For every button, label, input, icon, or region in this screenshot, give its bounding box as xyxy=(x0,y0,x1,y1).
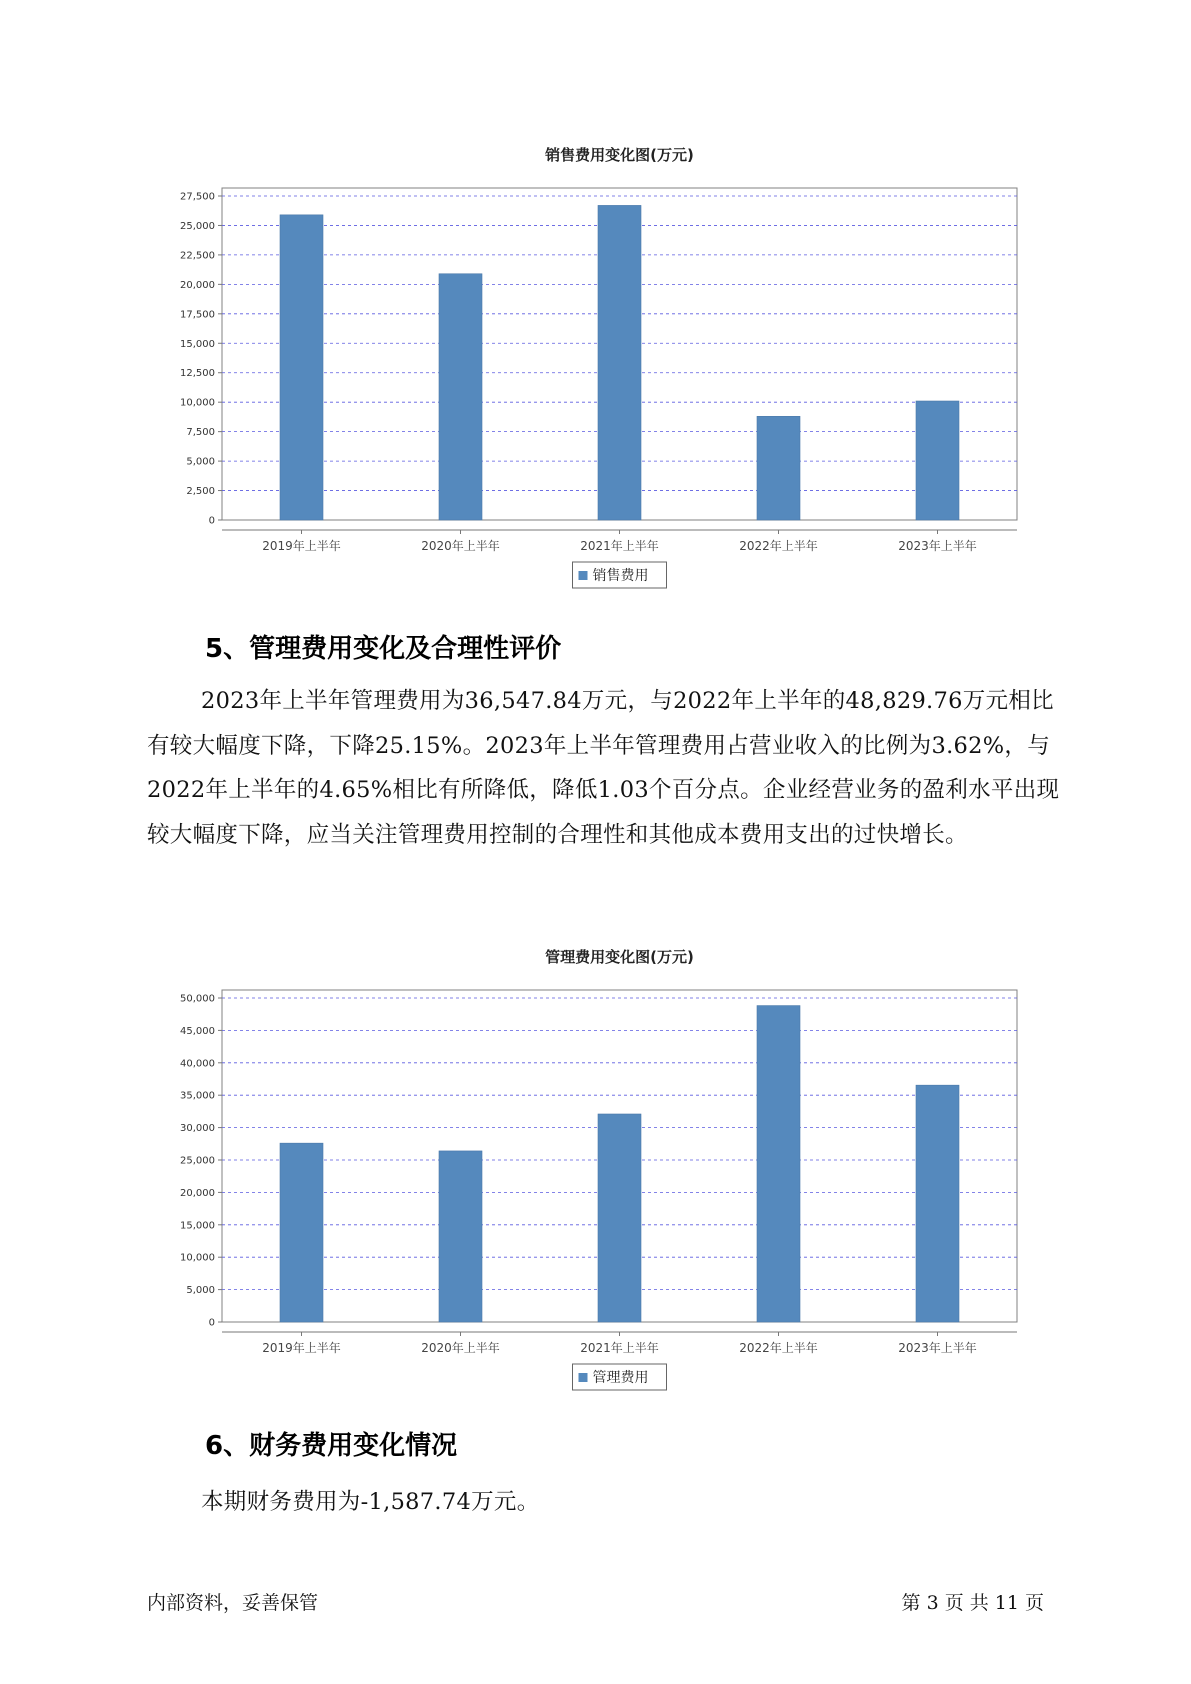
legend-label: 销售费用 xyxy=(592,568,649,584)
footer-page-number: 第 3 页 共 11 页 xyxy=(901,1592,1044,1614)
y-tick-label: 50,000 xyxy=(180,993,215,1005)
y-tick-label: 27,500 xyxy=(180,191,215,203)
bar-2023年上半年 xyxy=(916,1085,959,1322)
x-tick-label: 2019年上半年 xyxy=(262,1341,341,1355)
y-tick-label: 5,000 xyxy=(186,1285,215,1297)
x-tick-label: 2021年上半年 xyxy=(580,1341,659,1355)
y-tick-label: 17,500 xyxy=(180,309,215,321)
y-tick-label: 40,000 xyxy=(180,1058,215,1070)
y-tick-label: 45,000 xyxy=(180,1025,215,1037)
bar-2019年上半年 xyxy=(280,215,323,520)
y-tick-label: 10,000 xyxy=(180,1252,215,1264)
section-6-paragraph: 本期财务费用为-1,587.74万元。 xyxy=(201,1489,540,1515)
y-tick-label: 20,000 xyxy=(180,1187,215,1199)
x-tick-label: 2023年上半年 xyxy=(898,539,977,553)
bar-2020年上半年 xyxy=(439,1151,482,1322)
sales-expense-chart xyxy=(0,120,1191,584)
y-tick-label: 0 xyxy=(208,515,215,527)
bar-2023年上半年 xyxy=(916,401,959,520)
bar-2022年上半年 xyxy=(757,1006,800,1322)
chart-title: 管理费用变化图(万元) xyxy=(545,948,694,966)
bar-2022年上半年 xyxy=(757,416,800,520)
y-tick-label: 22,500 xyxy=(180,250,215,262)
y-tick-label: 0 xyxy=(208,1317,215,1329)
x-tick-label: 2022年上半年 xyxy=(739,539,818,553)
x-tick-label: 2022年上半年 xyxy=(739,1341,818,1355)
legend-swatch xyxy=(579,1373,588,1382)
section-5-heading: 5、管理费用变化及合理性评价 xyxy=(205,634,562,664)
bar-2020年上半年 xyxy=(439,274,482,520)
x-tick-label: 2023年上半年 xyxy=(898,1341,977,1355)
y-tick-label: 7,500 xyxy=(186,427,215,439)
legend-label: 管理费用 xyxy=(592,1370,649,1386)
y-tick-label: 5,000 xyxy=(186,456,215,468)
x-tick-label: 2021年上半年 xyxy=(580,539,659,553)
x-tick-label: 2020年上半年 xyxy=(421,1341,500,1355)
y-tick-label: 35,000 xyxy=(180,1090,215,1102)
y-tick-label: 15,000 xyxy=(180,1220,215,1232)
y-tick-label: 30,000 xyxy=(180,1123,215,1135)
section-6-heading: 6、财务费用变化情况 xyxy=(205,1431,458,1461)
chart-title: 销售费用变化图(万元) xyxy=(545,146,694,164)
y-tick-label: 25,000 xyxy=(180,1155,215,1167)
bar-2021年上半年 xyxy=(598,205,641,520)
y-tick-label: 25,000 xyxy=(180,220,215,232)
y-tick-label: 12,500 xyxy=(180,368,215,380)
bar-2021年上半年 xyxy=(598,1114,641,1322)
footer-confidential-note: 内部资料，妥善保管 xyxy=(147,1592,319,1614)
y-tick-label: 2,500 xyxy=(186,486,215,498)
admin-expense-chart xyxy=(0,922,1191,1386)
y-tick-label: 15,000 xyxy=(180,338,215,350)
y-tick-label: 20,000 xyxy=(180,279,215,291)
x-tick-label: 2020年上半年 xyxy=(421,539,500,553)
y-tick-label: 10,000 xyxy=(180,397,215,409)
section-5-paragraph: 2023年上半年管理费用为36,547.84万元，与2022年上半年的48,829.76万元相比有较大幅度下降，下降25.15%。2023年上半年管理费用占营业收入的比例为3.62%，与2022年上半年的4.65%相比有所降低，降低1.03个百分点。企业经营业务的盈利水平出现较大幅度下降，应当关注管理费用控制的合理性和其他成本费用支出的过快增长。 xyxy=(147,688,1060,848)
x-tick-label: 2019年上半年 xyxy=(262,539,341,553)
admin-expense-chart-svg xyxy=(0,922,1191,1386)
bar-2019年上半年 xyxy=(280,1143,323,1322)
sales-expense-chart-svg xyxy=(0,120,1191,584)
legend-swatch xyxy=(579,571,588,580)
